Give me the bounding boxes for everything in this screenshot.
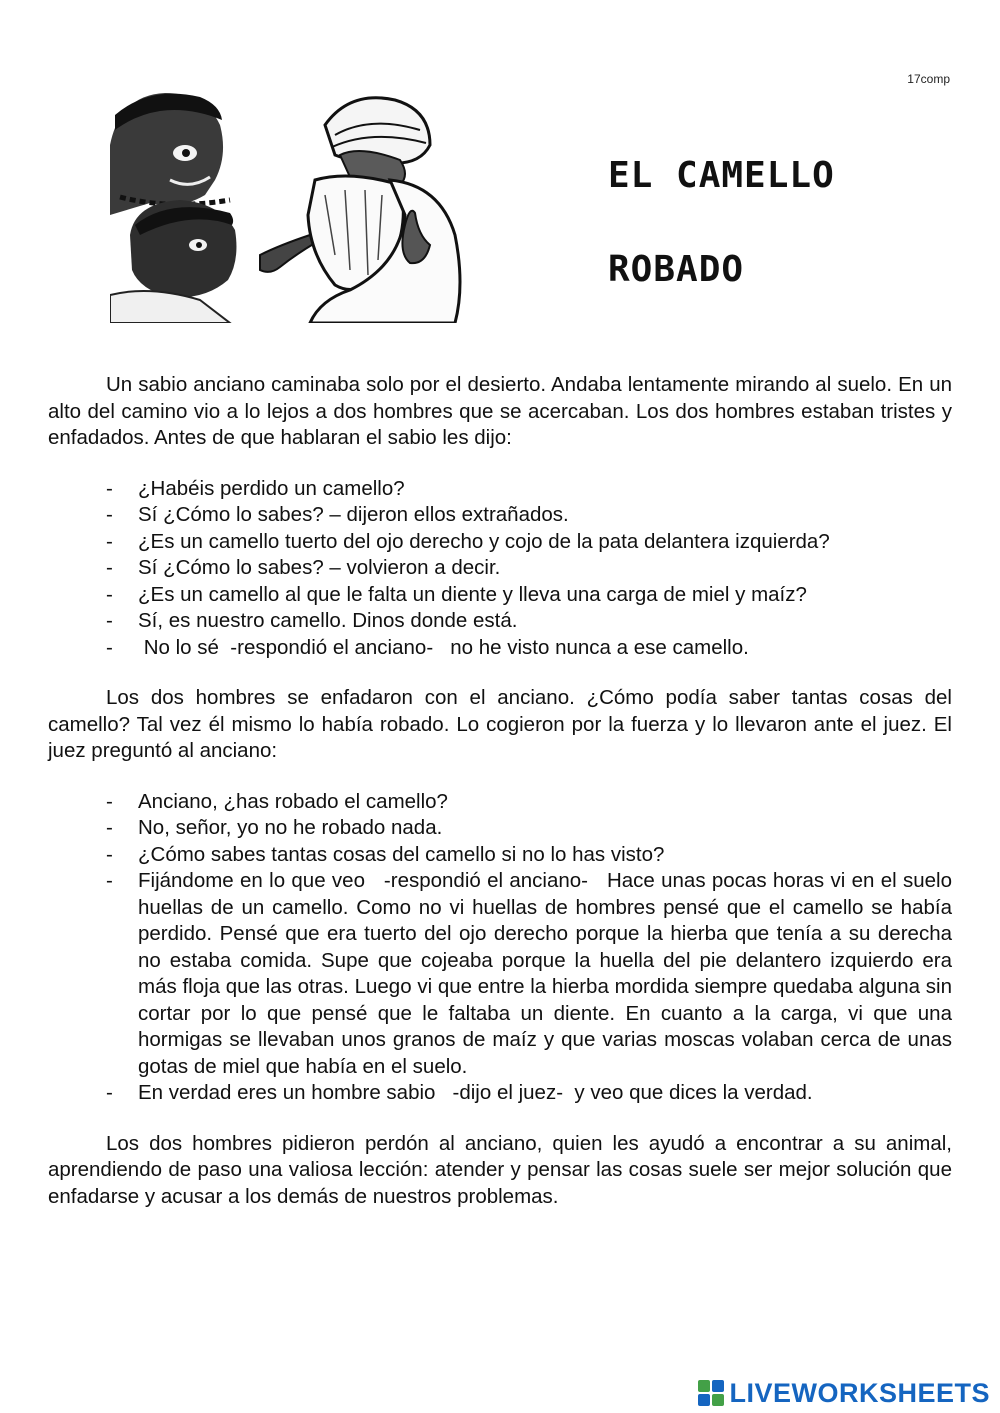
dialogue-line: - Anciano, ¿has robado el camello? xyxy=(106,789,952,816)
dash-marker: - xyxy=(106,1081,113,1104)
dash-marker: - xyxy=(106,582,113,606)
paragraph-2: Los dos hombres se enfadaron con el anciano. ¿Cómo podía saber tantas cosas del camello? Tal vez él mismo lo había robado. Lo cogieron por la fuerza y lo llevaron ante el juez. El juez preguntó al anciano: xyxy=(48,686,952,762)
dash-marker: - xyxy=(106,556,113,579)
dialogue-line: - Sí ¿Cómo lo sabes? – dijeron ellos extrañados. xyxy=(106,502,952,529)
dialogue-list-2 xyxy=(48,789,958,1107)
title-line-1: EL CAMELLO xyxy=(608,155,835,196)
dash-marker: - xyxy=(106,869,113,892)
dash-marker: - xyxy=(106,816,113,839)
title-line-2: ROBADO xyxy=(608,249,745,290)
dash-marker: - xyxy=(106,789,113,813)
dialogue-line: - ¿Habéis perdido un camello? xyxy=(106,476,952,503)
dialogue-line: - En verdad eres un hombre sabio -dijo el juez- y veo que dices la verdad. xyxy=(106,1080,952,1107)
dialogue-line: - Fijándome en lo que veo -respondió el anciano- Hace unas pocas horas vi en el suelo huellas de un camello. Como no vi huellas de hombres pensé que el camello se había perdido. Pensé que era tuerto del ojo derecho porque la hierba que tenía a su derecha no estaba comida. Supe que cojeaba porque la huella del pie delantero izquierdo era más floja que las otras. Luego vi que entre la hierba mordida siempre quedaba alguna sin cortar por lo que pensé que le faltaba un diente. En cuanto a la carga, vi que una hormigas se llevaban unos granos de maíz y que varias moscas volaban cerca de unas gotas de miel que había en el suelo. xyxy=(106,869,958,1078)
dialogue-line: - No, señor, yo no he robado nada. xyxy=(106,815,952,842)
illustration xyxy=(110,85,465,323)
dialogue-line: - ¿Es un camello al que le falta un diente y lleva una carga de miel y maíz? xyxy=(106,582,952,609)
dash-marker: - xyxy=(106,609,113,632)
paragraph-3: Los dos hombres pidieron perdón al anciano, quien les ayudó a encontrar a su animal, aprendiendo de paso una valiosa lección: atender y pensar las cosas suele ser mejor solución que enfadarse y acusar a los demás de nuestros problemas. xyxy=(48,1131,952,1208)
dialogue-line: - Sí, es nuestro camello. Dinos donde está. xyxy=(106,608,952,635)
dialogue-line: - No lo sé -respondió el anciano- no he visto nunca a ese camello. xyxy=(106,635,952,662)
dialogue-line: - Sí ¿Cómo lo sabes? – volvieron a decir. xyxy=(106,555,952,582)
dash-marker: - xyxy=(106,529,113,553)
dialogue-line: - ¿Cómo sabes tantas cosas del camello si no lo has visto? xyxy=(106,842,952,869)
dash-marker: - xyxy=(106,635,113,659)
liveworksheets-brand: LIVEWORKSHEETS xyxy=(729,1377,990,1408)
paragraph-1: Un sabio anciano caminaba solo por el desierto. Andaba lentamente mirando al suelo. En un alto del camino vio a lo lejos a dos hombres que se acercaban. Los dos hombres estaban tristes y enfadados. Antes de que hablaran el sabio les dijo: xyxy=(48,373,952,449)
dialogue-line: - ¿Es un camello tuerto del ojo derecho y cojo de la pata delantera izquierda? xyxy=(106,529,952,556)
dash-marker: - xyxy=(106,476,113,500)
dialogue-list-1 xyxy=(48,476,952,662)
dash-marker: - xyxy=(106,842,113,866)
story-title xyxy=(608,152,938,294)
page-code: 17comp xyxy=(907,72,950,86)
liveworksheets-logo-icon xyxy=(697,1379,725,1407)
dash-marker: - xyxy=(106,503,113,526)
liveworksheets-logo xyxy=(697,1378,990,1408)
story-body xyxy=(48,372,958,1210)
